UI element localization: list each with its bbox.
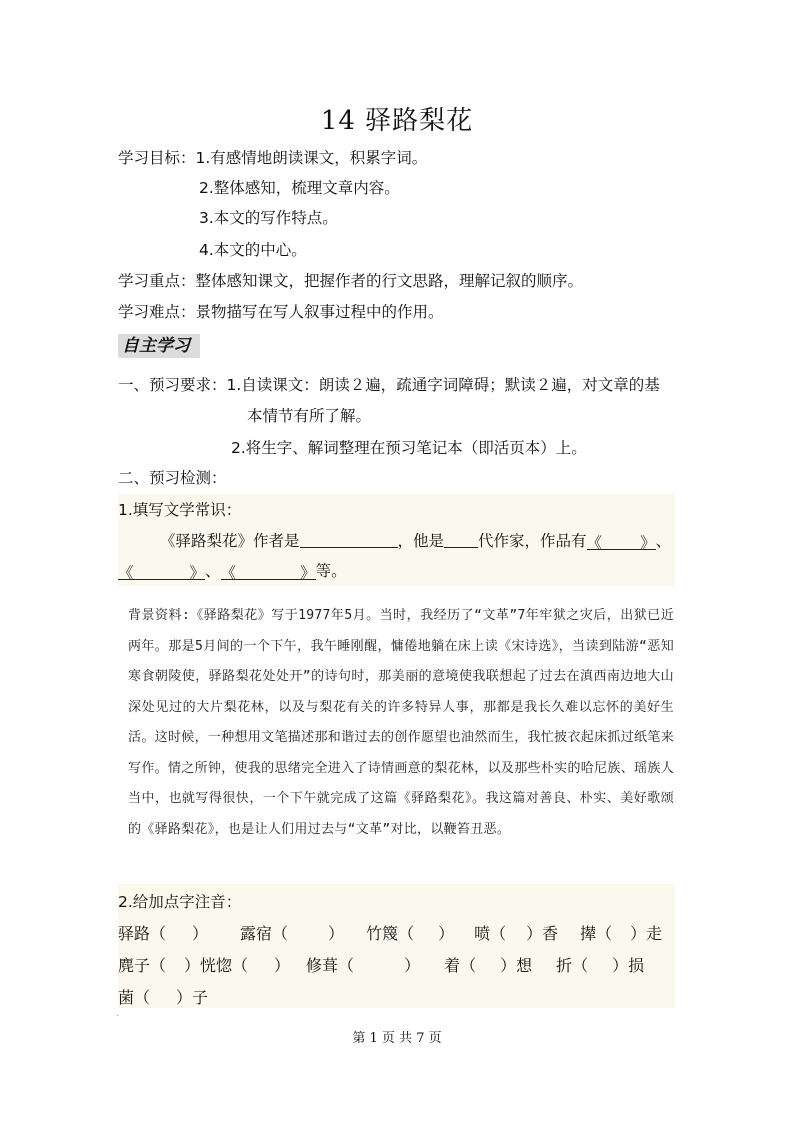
preview-req-1a: 1.自读课文：朗读２遍，疏通字词障碍；默读２遍，对文章的基 xyxy=(226,376,660,394)
pinyin-row-1: 驿路（ ） 露宿（ ） 竹篾（ ） 喷（ ）香 撵（ ）走 xyxy=(118,924,663,943)
work-blank-1[interactable]: 《 》 xyxy=(587,531,656,548)
preview-req-1b: 本情节有所了解。 xyxy=(247,407,372,425)
preview-req-line-1 xyxy=(118,373,660,395)
preview-label: 一、预习要求： xyxy=(118,376,227,394)
objective-item-3: 3.本文的写作特点。 xyxy=(199,209,338,227)
pinyin-row-2: 麂子（ ）恍惚（ ） 修葺（ ） 着（ ）想 折（ ）损 xyxy=(118,956,645,975)
key-point: 学习重点：整体感知课文，把握作者的行文思路，理解记叙的顺序。 xyxy=(118,272,584,290)
preview-req-2: 2.将生字、解词整理在预习笔记本（即活页本）上。 xyxy=(231,439,587,457)
pinyin-row-3: 菌（ ）子 xyxy=(118,988,209,1007)
q1-part3: 代作家，作品有 xyxy=(478,532,587,550)
work-blank-3[interactable]: 《 》 xyxy=(221,561,316,578)
objective-item-4: 4.本文的中心。 xyxy=(199,241,307,259)
objective-item-1: 1.有感情地朗读课文，积累字词。 xyxy=(195,149,428,167)
work-blank-2[interactable]: 《 》 xyxy=(118,561,205,578)
q1-label: 1.填写文学常识： xyxy=(118,501,242,519)
page-title: 14 驿路梨花 xyxy=(320,106,474,136)
section-tag-self-study: 自主学习 xyxy=(118,334,200,358)
difficulty: 学习难点：景物描写在写人叙事过程中的作用。 xyxy=(118,303,444,321)
era-blank[interactable] xyxy=(444,530,478,548)
check-label: 二、预习检测： xyxy=(118,469,227,487)
q1-line-2: 《 》、《 》等。 xyxy=(118,562,347,582)
objectives-line-1 xyxy=(118,146,427,168)
q1-part2: ，他是 xyxy=(397,532,445,550)
corner-mark: . xyxy=(116,1009,119,1018)
objectives-label: 学习目标： xyxy=(118,149,196,167)
objective-item-2: 2.整体感知，梳理文章内容。 xyxy=(199,179,400,197)
q1-line-1: 《驿路梨花》作者是 ，他是 代作家，作品有《 》、 xyxy=(160,532,672,552)
q1-end: 等。 xyxy=(315,562,347,580)
q1-part1: 《驿路梨花》作者是 xyxy=(160,532,300,550)
author-blank[interactable] xyxy=(300,530,398,548)
background-paragraph: 背景资料:《驿路梨花》写于1977年5月。当时，我经历了“文革”7年牢狱之灾后，出狱已近两年。那是5月间的一个下午，我午睡刚醒，慵倦地躺在床上读《宋诗选》，当读到陆游“恶知寒食朝陵使，驿路梨花处处开”的诗句时，那美丽的意境使我联想起了过去在滇西南边地大山深处见过的大片梨花林，以及与梨花有关的许多特异人事，那都是我长久难以忘怀的美好生活。这时候，一种想用文笔描述那和谐过去的创作愿望也油然而生，我忙披衣起床抓过纸笔来写作。情之所钟，使我的思绪完全进入了诗情画意的梨花林，以及那些朴实的哈尼族、瑶族人当中，也就写得很快，一个下午就完成了这篇《驿路梨花》。我这篇对善良、朴实、美好歌颂的《驿路梨花》，也是让人们用过去与“文革”对比，以鞭笞丑恶。 xyxy=(128,608,674,837)
q2-label: 2.给加点字注音： xyxy=(118,893,242,911)
page-footer: 第 1 页 共 7 页 xyxy=(352,1031,442,1046)
